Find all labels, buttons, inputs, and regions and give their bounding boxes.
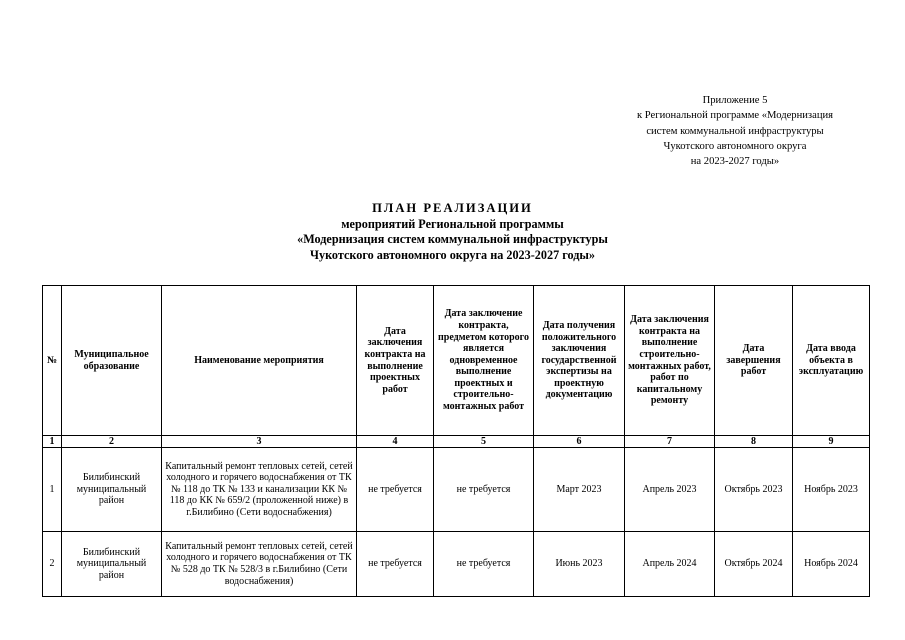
row-activity: Капитальный ремонт тепловых сетей, сетей холодного и горячего водоснабжения от ТК № 528 до ТК № 528/3 в г.Билибино (Сети водоснабжения) xyxy=(162,532,357,597)
row-municipality: Билибинский муниципальный район xyxy=(62,532,162,597)
row-combined-contract: не требуется xyxy=(434,448,534,532)
row-activity: Капитальный ремонт тепловых сетей, сетей холодного и горячего водоснабжения от ТК № 118 до ТК № 133 и канализации КК № 118 до КК № 659/2 (проложенной ниже) в г.Билибино (Сети водоснабжения) xyxy=(162,448,357,532)
column-number: 3 xyxy=(162,436,357,448)
appendix-note xyxy=(600,93,870,169)
document-title xyxy=(150,201,755,263)
title-line: мероприятий Региональной программы xyxy=(341,216,564,231)
header-cell-number: № xyxy=(43,286,62,436)
appendix-line: к Региональной программе «Модернизация xyxy=(636,110,834,122)
column-number: 1 xyxy=(43,436,62,448)
header-cell-combined-contract: Дата заключение контракта, предметом которого является одновременное выполнение проектных и строительно-монтажных работ xyxy=(434,286,534,436)
header-cell-construction-contract: Дата заключения контракта на выполнение строительно-монтажных работ, работ по капитальному ремонту xyxy=(625,286,715,436)
appendix-line: Приложение 5 xyxy=(702,95,768,106)
appendix-line: систем коммунальной инфраструктуры xyxy=(646,125,824,137)
title-line: «Модернизация систем коммунальной инфраструктуры xyxy=(297,232,608,247)
title-line: Чукотского автономного округа на 2023-2027 годы» xyxy=(310,247,595,262)
row-commissioning: Ноябрь 2023 xyxy=(793,448,870,532)
column-number: 4 xyxy=(357,436,434,448)
row-completion: Октябрь 2024 xyxy=(715,532,793,597)
header-cell-municipality: Муниципальное образование xyxy=(62,286,162,436)
column-number: 6 xyxy=(534,436,625,448)
header-cell-activity: Наименование мероприятия xyxy=(162,286,357,436)
header-cell-commissioning: Дата ввода объекта в эксплуатацию xyxy=(793,286,870,436)
row-design-contract: не требуется xyxy=(357,532,434,597)
row-expertise: Июнь 2023 xyxy=(534,532,625,597)
appendix-line: на 2023-2027 годы» xyxy=(690,156,780,168)
column-number-row xyxy=(43,436,870,448)
implementation-plan-table xyxy=(42,285,870,597)
row-expertise: Март 2023 xyxy=(534,448,625,532)
row-design-contract: не требуется xyxy=(357,448,434,532)
column-number: 5 xyxy=(434,436,534,448)
row-commissioning: Ноябрь 2024 xyxy=(793,532,870,597)
column-number: 2 xyxy=(62,436,162,448)
title-main: ПЛАН РЕАЛИЗАЦИИ xyxy=(372,201,533,215)
table-row xyxy=(43,448,870,532)
row-construction-contract: Апрель 2024 xyxy=(625,532,715,597)
row-number: 2 xyxy=(43,532,62,597)
table-row xyxy=(43,532,870,597)
column-number: 9 xyxy=(793,436,870,448)
row-construction-contract: Апрель 2023 xyxy=(625,448,715,532)
header-cell-design-contract: Дата заключения контракта на выполнение проектных работ xyxy=(357,286,434,436)
row-municipality: Билибинский муниципальный район xyxy=(62,448,162,532)
column-number: 7 xyxy=(625,436,715,448)
row-combined-contract: не требуется xyxy=(434,532,534,597)
row-number: 1 xyxy=(43,448,62,532)
header-cell-completion: Дата завершения работ xyxy=(715,286,793,436)
header-cell-expertise: Дата получения положительного заключения государственной экспертизы на проектную документацию xyxy=(534,286,625,436)
row-completion: Октябрь 2023 xyxy=(715,448,793,532)
table-header-row xyxy=(43,286,870,436)
column-number: 8 xyxy=(715,436,793,448)
appendix-line: Чукотского автономного округа xyxy=(663,140,807,152)
